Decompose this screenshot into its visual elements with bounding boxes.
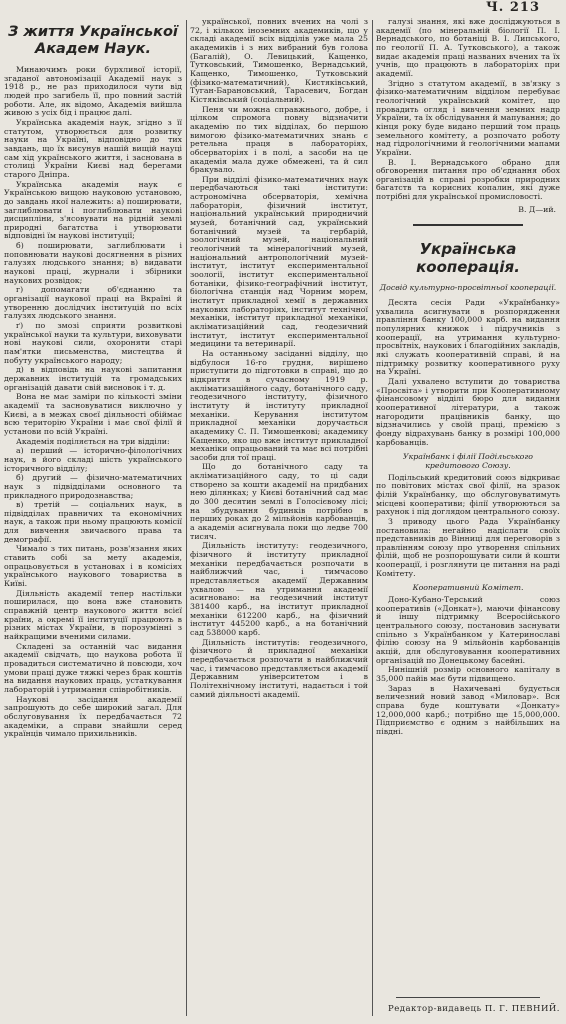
section-subheading: Кооперативний Комітет. (412, 583, 524, 593)
paragraph: Що до ботанічного саду та акліматизаційного саду, то ці сади створено за кошти академії на придбаних нею ділянках; у Києві ботанічний сад має до 300 десятин землі в Голосієвому лісі; на збудування будинків потрібно в перших роках до 2 мільйонів карбованців, а академія асигнувала поки що ледве 700 тисяч. (190, 462, 368, 541)
column-2 (190, 18, 368, 1018)
article-subtitle: Досвід культурно-просвітньої кооперації. (379, 283, 557, 293)
paragraph: В. І. Вернадського обрано для обговорення питання про об'єднання обох організацій в справі розробки природних багатств та корисних копалин, які дуже потрібні для української промисловості. (376, 157, 560, 202)
page-number: Ч. 213 (485, 0, 540, 15)
paragraph: Діяльність академії тепер настільки поширилася, що вона вже становить справжній центр наукового життя всієї країни, а окремі її інституції працюють в різних містах України, в порозумінні з найкращими вченими силами. (4, 588, 182, 641)
column-1 (4, 18, 182, 1018)
paragraph: З приводу цього Рада Українбанку постановила: негайно надіслати своїх представників до Вінниці для переговорів з правлінням союзу про утворення спільних філій, щоб не розпорошувати сили й кошти кооперації, і розглянути це питання на раді Комітету. (376, 516, 560, 578)
article-title-academy: З життя Української Академ Наук. (8, 24, 178, 57)
article-title-cooperation: Українська кооперація. (416, 240, 520, 277)
paragraph: Складені за останній час видання академії свідчать, що наукова робота її провадиться систематично й повсюди, хоч умови праці дуже тяжкі через брак коштів на видання наукових праць, устаткування лабораторій і утримання співробітників. (4, 641, 182, 694)
paragraph: Доно-Кубано-Терський союз кооперативів («Донкат»), маючи фінансову й іншу підтримку Всеросійського центрального союзу, постановив заснувати спільно з Українбанком у Катеринославі філію союзу на 9 мільйонів карбованців акцій, для обслуговування кооперативних організацій по Донецькому басейні. (376, 595, 560, 665)
paragraph: а) перший — історично-філологічних наук, в його складі шість українського історичного відділу; (4, 446, 182, 473)
paragraph: Академія поділяється на три відділи: (16, 436, 170, 446)
article-body-podillia (376, 474, 560, 579)
paragraph: При відділі фізико-математичних наук передбачаються такі інститути: астрономічна обсерваторія, хемічна лабораторія, фізичний інститут, національний український природничий музей, ботанічний сад, український ботанічний музей та гербарій, зоологічний музей, національний геологічний та мінералогічний музей, національний антропологічний музей-інститут, інститут експериментальної зоології, інститут експериментальної ботаніки, фізико-географічний інститут, біологічна станція над Чорним морем, інститут прикладної хемії в державних наукових лабораторіях, інститут технічної механіки, інститут прикладної механіки, акліматизаційний сад, геодезичний інститут, інститут експериментальної медицини та ветеринарії. (190, 174, 368, 349)
paragraph: Вона не має заміри по кількості зміни академії та засновуватися виключно у Києві, а в межах своєї діяльності обіймає всю територію України і має свої філії й установи по всій Україні. (4, 392, 182, 436)
paragraph: Десята сесія Ради «Українбанку» ухвалила асигнувати в розпорядження правління банку 100,000 карб. на видання популярних книжок і підручників з кооперації, на утримання культурно-просвітніх, наукових і благодійних закладів, які служать кооперативній справі, й на підтримку розвитку кооперативного руху на Україні. (376, 298, 560, 377)
paragraph: Нинішній розмір основного капіталу в 35,000 пайів має бути підвищено. (376, 665, 560, 683)
paragraph: Далі ухвалено вступити до товариства «Просвіта» і утворити при Кооперативному фінансовому відділі бюро для видання кооперативної літератури, а також нагородити працівників банку, що відзначились у своїй праці, премією з фонду відрахувань банку в розмірі 100,000 карбованців. (376, 377, 560, 447)
paragraph: б) поширювати, заглиблювати і поповнювати наукові досягнення в різних галузях людського знання; в) видавати наукові праці, журнали і збірники наукових розвідок; (4, 241, 182, 285)
article-signature: В. Д—ий. (518, 204, 556, 214)
paragraph: На останньому засіданні відділу, що відбулося 16-го грудня, вирішено приступити до підготовки в справі, що до відкриття в сучасному 1919 р. акліматизаційного саду, ботанічного саду, геодезичного інституту, фізичного інституту й інституту прикладної механіки. Керування інститутом прикладної механіки доручається академику С. П. Тимошенкові; академику Кащенко, яко що вже інститут прикладної механіки опрацьований та має всі потрібні засоби для тої праці. (190, 348, 368, 462)
paragraph: д) в відповідь на наукові запитання державних інституцій та громадських організацій давати свій висновок і т. д. (4, 365, 182, 392)
paragraph: б) другий — фізично-математичних наук з підвідділами основного та прикладного природознавства; (4, 473, 182, 500)
article-body-cooperation (376, 299, 560, 447)
section-separator (413, 224, 523, 226)
paragraph: Пеня чи можна справжнього, добре, і цілком спромога повну відзначити академію по тих відділах, бо першою вимогою фізико-математичних знань є ретельна праця в лабораторіях, обсерваторіях і в полі, а засоби на це академія мала дуже обмежені, та й сил бракувало. (190, 104, 368, 175)
column-divider (186, 20, 187, 1016)
bottom-rule (396, 997, 540, 998)
article-body-academy-end (376, 18, 560, 202)
paragraph: Українська академія наук, згідно з її статутом, утворюється для розвитку науки на Україні, відповідно до тих завдань, що їх висунув нашій вищій науці сам хід українського життя, і заснована в столиці України Києві над берегами старого Дніпра. (4, 117, 182, 179)
paragraph: Зараз в Нахичевані будується величезний новий завод «Миловар». Вся справа буде коштувати «Донкату» 12,000,000 карб.; потрібно ще 15,000,000. Підприємство є одним з найбільших на півдні. (376, 683, 560, 736)
article-body-committee (376, 596, 560, 737)
article-body-academy (4, 66, 182, 739)
paragraph: Діяльність інститутів: геодезичного, фізичного й прикладної механіки передбачається розпочати в найближчий час, і тимчасово представляється академії Державним університетом і в Політехнічному інституті, надається і той самий діяльності академії. (190, 637, 368, 699)
paragraph: в) третій — соціальних наук, в підвідділах правничих та економічних наук, а також при ньому працюють комісії для вивчення звичаєвого права та демографії. (4, 500, 182, 544)
paragraph: Подільський кредитовий союз відкриває по повітових містах свої філії, на зразок філій Українбанку, що обслуговуватимуть місцеві кооперативи; філії утворюються за рахунок і під доглядом центрального союзу. (376, 472, 560, 517)
paragraph: ґ) по змозі сприяти розвиткові української науки та культури, виховувати нові наукові сили, охороняти старі пам'ятки письменства, мистецтва й побуту українського народу; (4, 321, 182, 365)
paragraph: г) допомагати об'єднанню та організації наукової праці на Вкраїні й утворенню дослідчих інституцій по всіх галузях людського знання. (4, 285, 182, 321)
paragraph: Минаючимъ роки бурхливої історії, згаданої автономізації Академії наук з 1918 р., не раз приходилося чути від людей про загибель її, про повний застій роботи. Але, як відомо, Академія вийшла живою з усіх бід і працює далі. (4, 65, 182, 118)
paragraph: української, повних вчених на чолі з 72, і кількох іноземних академиків, що у складі академії всіх відділів уже мала 25 академиків і з них вибраний був голова (Багалій), О. Левицький, Кащенко, Тутковський, Тимошенко, Вернадський, Кащенко, Тимошенко, Тутковський (фізико-математичний), Кистяківський, Туган-Барановський, Тарасевич, Богдан Кістяківський (соціальний). (190, 18, 368, 104)
editor-credit: Редактор-видавець П. Г. ПЕВНИЙ. (387, 1004, 560, 1015)
paragraph: Згідно з статутом академії, в зв'язку з фізико-математичним відділом перебуває геологічний український комітет, що провадить огляд і вивчення земних надр України, та їх обслідування й мапування; до кінця року буде видано перший том праць земельного комітету, а розпочато роботу над гідрологічними й геологічними мапами України. (376, 78, 560, 157)
paragraph: Українська академія наук є Українською вищою науковою установою, до завдань якої належить: а) поширювати, заглиблювати і поглиблювати наукові дисципліни, з'ясовувати на рідній землі природні багатства і утворювати відповідні їм наукові інституції; (4, 179, 182, 241)
column-divider (372, 20, 373, 1016)
section-subheading: Українбанк і філії Подільського кредитового Союзу. (403, 452, 533, 470)
paragraph: Наукові засідання академії запрошують до себе широкий загал. Для обслуговування їх передбачається 72 академіки, а справи знайшли серед українців чимало прихильників. (4, 694, 182, 739)
article-body-academy-cont (190, 18, 368, 699)
column-3 (376, 18, 560, 1018)
paragraph: Чимало з тих питань, розв'язання яких ставить собі за мету академія, опрацьовується в установах і в комісіях українського наукового товариства в Київі. (4, 544, 182, 589)
paragraph: Діяльність інституту: геодезичного, фізичного й інституту прикладної механіки передбачається розпочати в найближчий час, і тимчасово представляється академії Державним ухвалою — на утримання академії асигновано: на геодезичний інститут 381400 карб., на інститут прикладної механіки 612200 карб., на фізичний інститут 445200 карб., а на ботанічний сад 538000 карб. (190, 541, 368, 637)
paragraph: галузі знання, які вже досліджуються в академії (по мінеральній біології П. І. Вернадського, по ботаніці В. І. Липського, по геології П. А. Тутковського), а також видає академія праці названих вчених та їх учнів, що працюють в лабораторіях при академії. (376, 18, 560, 78)
